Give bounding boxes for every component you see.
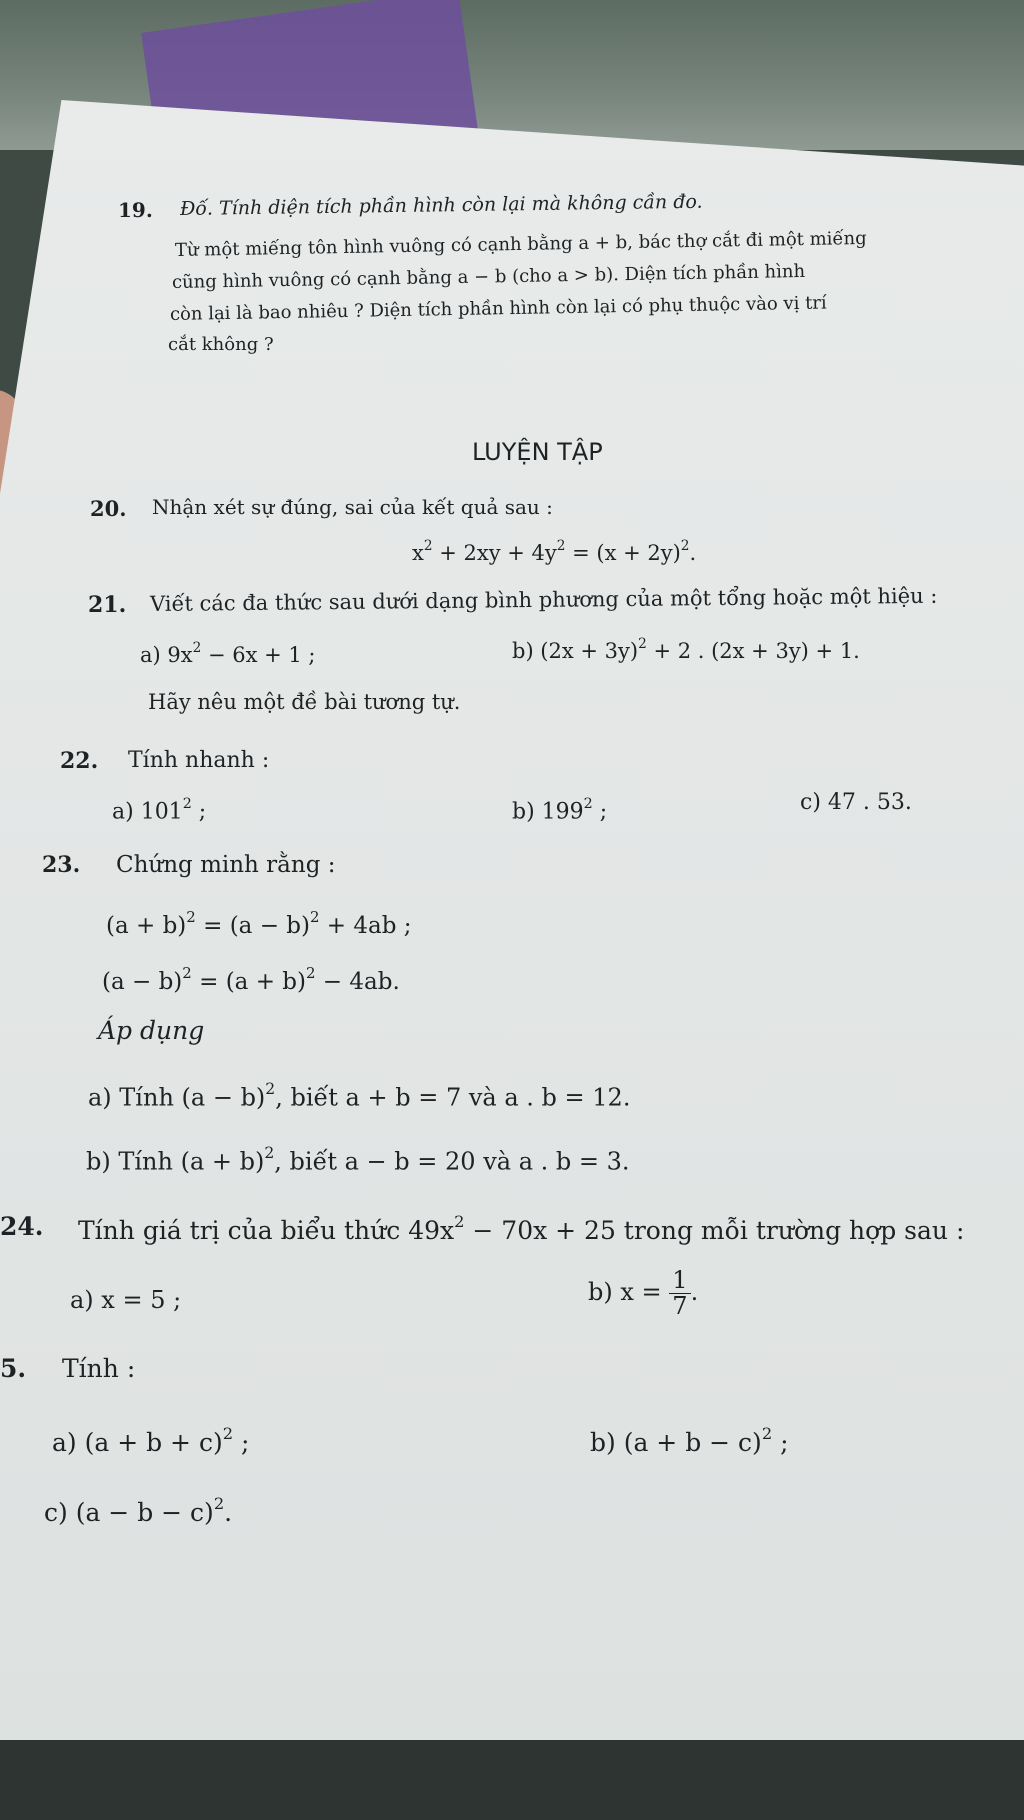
subitem-a: a) x = 5 ; [70,1286,182,1314]
subitem-a: a) $(a + b + c)^2$ ; [52,1424,250,1458]
subitem-a: a) Tính $(a - b)^2$, biết a + b = 7 và a . b = 12. [88,1080,631,1112]
formula: $x^2 + 2xy + 4y^2 = (x + 2y)^2$. [412,538,697,566]
subitem-a: a) $9x^2 - 6x + 1$ ; [140,640,316,668]
exercise-number: 5. [0,1354,27,1383]
fraction: $\frac{1}{7}$ [669,1268,690,1319]
subitem-b: b) Tính $(a + b)^2$, biết a − b = 20 và a . b = 3. [86,1144,630,1176]
exercise-text: Viết các đa thức sau dưới dạng bình phương của một tổng hoặc một hiệu : [149,583,938,616]
apply-heading: Áp dụng [98,1016,205,1045]
identity-1: $(a + b)^2 = (a - b)^2 + 4ab$ ; [106,908,412,940]
subitem-c: c) $(a - b - c)^2$. [44,1494,233,1528]
exercise-number: 20. [90,496,127,521]
subitem-c: c) 47 . 53. [800,790,912,815]
exercise-number: 23. [42,852,81,878]
exercise-text-line: Từ một miếng tôn hình vuông có cạnh bằng a + b, bác thợ cắt đi một miếng [174,227,867,261]
exercise-text: Chứng minh rằng : [116,852,336,878]
exercise-number: 24. [0,1212,44,1241]
subitem-a: a) $101^2$ ; [112,796,207,825]
exercise-number: 21. [88,592,127,618]
background-bottom [0,1740,1024,1820]
subitem-b: b) x = $\frac{1}{7}$ . [588,1266,699,1321]
subitem-b: b) $(2x + 3y)^2 + 2$ . (2x + 3y) + 1. [512,636,860,664]
subitem-b: b) $199^2$ ; [512,796,608,825]
exercise-note: Hãy nêu một đề bài tương tự. [148,690,461,714]
exercise-text: Tính giá trị của biểu thức $49x^2 - 70x + 25$ trong mỗi trường hợp sau : [78,1212,965,1246]
section-title: LUYỆN TẬP [472,438,603,466]
exercise-title: Đố. Tính diện tích phần hình còn lại mà không cần đo. [179,190,703,220]
exercise-text: Nhận xét sự đúng, sai của kết quả sau : [152,495,553,519]
exercise-text: Tính : [62,1354,136,1383]
exercise-text-line: còn lại là bao nhiêu ? Diện tích phần hình còn lại có phụ thuộc vào vị trí [169,292,827,325]
exercise-number: 19. [118,198,153,222]
exercise-text-line: cũng hình vuông có cạnh bằng a − b (cho a > b). Diện tích phần hình [171,260,806,293]
exercise-text-line: cắt không ? [168,334,274,355]
subitem-b: b) $(a + b - c)^2$ ; [590,1424,789,1458]
exercise-text: Tính nhanh : [128,748,270,773]
identity-2: $(a - b)^2 = (a + b)^2 - 4ab$. [102,964,400,996]
exercise-number: 22. [60,748,99,774]
